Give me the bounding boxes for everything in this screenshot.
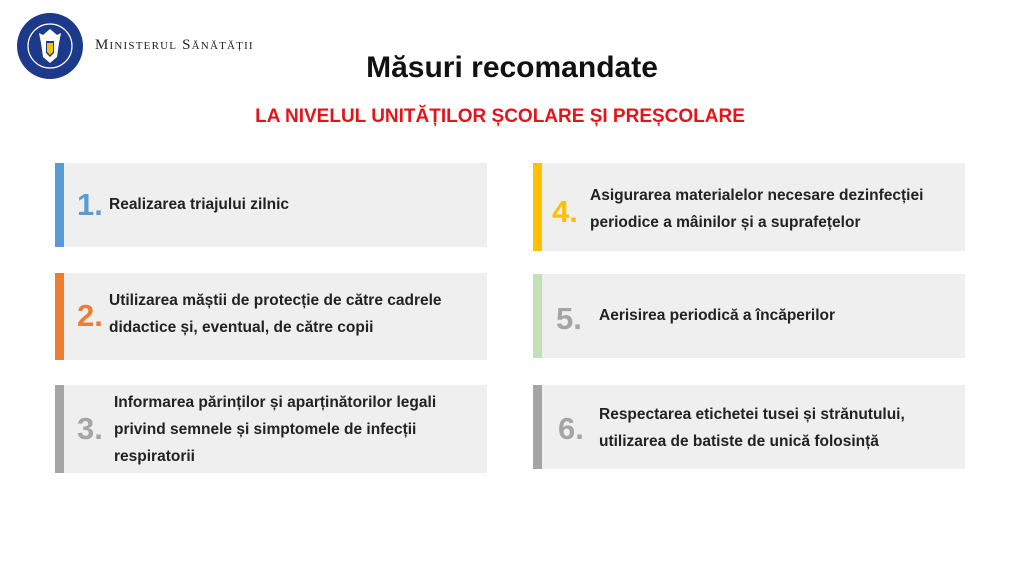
measure-card-1 xyxy=(55,163,487,247)
measure-color-bar xyxy=(55,163,64,247)
measure-card-5 xyxy=(533,274,965,358)
measure-text: Respectarea etichetei tusei și strănutului, utilizarea de batiste de unică folosință xyxy=(599,406,905,450)
measure-number: 5. xyxy=(556,301,582,336)
measure-text: Aerisirea periodică a încăperilor xyxy=(599,307,836,324)
measure-text: Asigurarea materialelor necesare dezinfecției periodice a mâinilor și a suprafețelor xyxy=(590,187,924,231)
measure-card-4 xyxy=(533,163,965,251)
measure-card-6 xyxy=(533,385,965,469)
measure-number: 2. xyxy=(77,298,103,333)
measure-card-2 xyxy=(55,273,487,360)
measure-text: Utilizarea măștii de protecție de către cadrele didactice și, eventual, de către copii xyxy=(109,292,442,336)
measure-text: Informarea părinților și aparținătorilor legali privind semnele și simptomele de infecții respiratorii xyxy=(114,394,437,465)
measure-number: 6. xyxy=(558,411,584,446)
measure-color-bar xyxy=(533,274,542,358)
page-title: Măsuri recomandate xyxy=(366,51,658,84)
measure-number: 1. xyxy=(77,187,103,222)
measure-color-bar xyxy=(55,273,64,360)
measure-text: Realizarea triajului zilnic xyxy=(109,196,290,213)
measure-color-bar xyxy=(55,385,64,473)
measure-color-bar xyxy=(533,163,542,251)
measure-color-bar xyxy=(533,385,542,469)
measure-number: 4. xyxy=(552,194,578,229)
ministry-name: Ministerul Sănătății xyxy=(95,37,254,53)
measure-number: 3. xyxy=(77,411,103,446)
page-subtitle: LA NIVELUL UNITĂȚILOR ȘCOLARE ȘI PREȘCOLARE xyxy=(255,106,745,127)
measure-card-3 xyxy=(55,385,487,473)
